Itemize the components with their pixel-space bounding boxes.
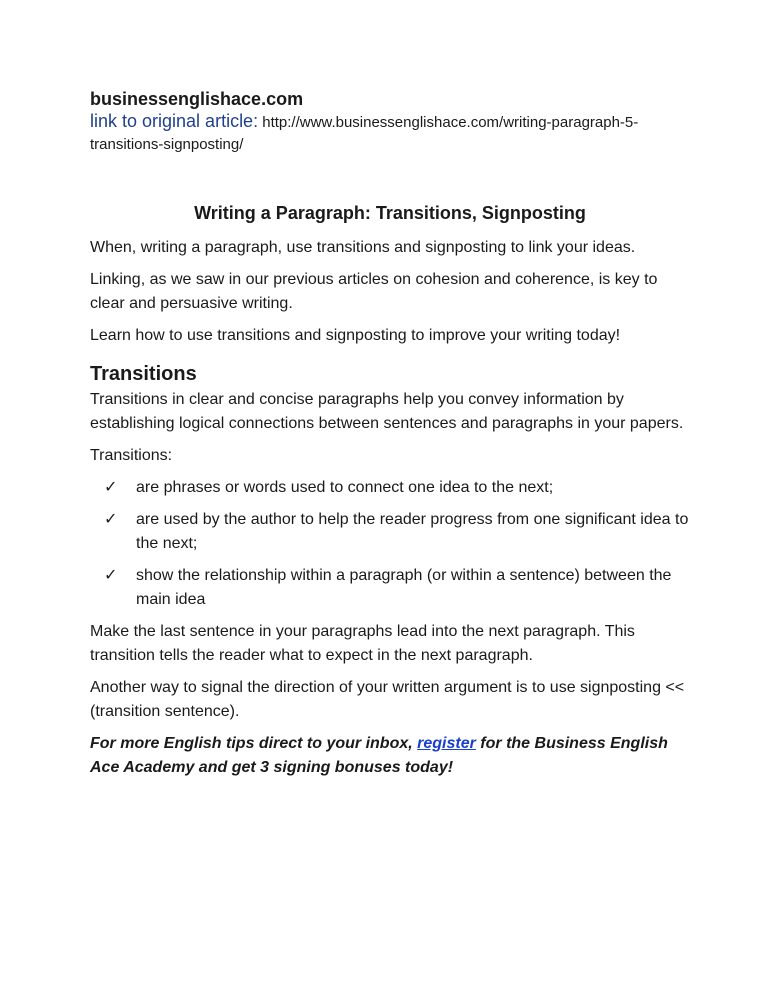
section-paragraph-3: Another way to signal the direction of your written argument is to use signposting << (transition sentence). [90, 679, 685, 720]
cta-comma: , [408, 735, 418, 752]
intro-paragraph-2: Linking, as we saw in our previous articles on cohesion and coherence, is key to clear and persuasive writing. [90, 271, 658, 312]
list-item [90, 508, 690, 556]
checkmark-icon: ✓ [104, 567, 118, 584]
document-title: Writing a Paragraph: Transitions, Signposting [194, 203, 586, 223]
link-label: link to original article: [90, 111, 259, 131]
source-link-line [90, 110, 690, 156]
section-paragraph-1: Transitions in clear and concise paragraphs help you convey information by establishing logical connections between sentences and paragraphs in your papers. [90, 391, 684, 432]
source-url[interactable]: http://www.businessenglishace.com/writing-paragraph-5-transitions-signposting/ [90, 114, 639, 153]
section-paragraph-2: Make the last sentence in your paragraphs lead into the next paragraph. This transition tells the reader what to expect in the next paragraph. [90, 623, 635, 664]
section-heading: Transitions [90, 363, 197, 385]
site-name: businessenglishace.com [90, 89, 304, 109]
document-page [90, 88, 690, 780]
cta-text-after: for the Business English Ace Academy and get 3 signing bonuses today! [90, 735, 668, 776]
transitions-list [90, 476, 690, 612]
register-link[interactable]: register [417, 735, 476, 752]
list-item-text: are used by the author to help the reader progress from one significant idea to the next; [136, 511, 689, 552]
checkmark-icon: ✓ [104, 511, 118, 528]
intro-paragraph-3: Learn how to use transitions and signposting to improve your writing today! [90, 327, 621, 344]
call-to-action [90, 732, 690, 780]
intro-paragraph-1: When, writing a paragraph, use transitions and signposting to link your ideas. [90, 239, 636, 256]
list-item [90, 476, 690, 500]
cta-text-before: For more English tips direct to your inbox [90, 735, 409, 752]
checkmark-icon: ✓ [104, 479, 118, 496]
list-item-text: show the relationship within a paragraph (or within a sentence) between the main idea [136, 567, 672, 608]
list-item [90, 564, 690, 612]
list-item-text: are phrases or words used to connect one idea to the next; [136, 479, 554, 496]
list-intro: Transitions: [90, 447, 173, 464]
